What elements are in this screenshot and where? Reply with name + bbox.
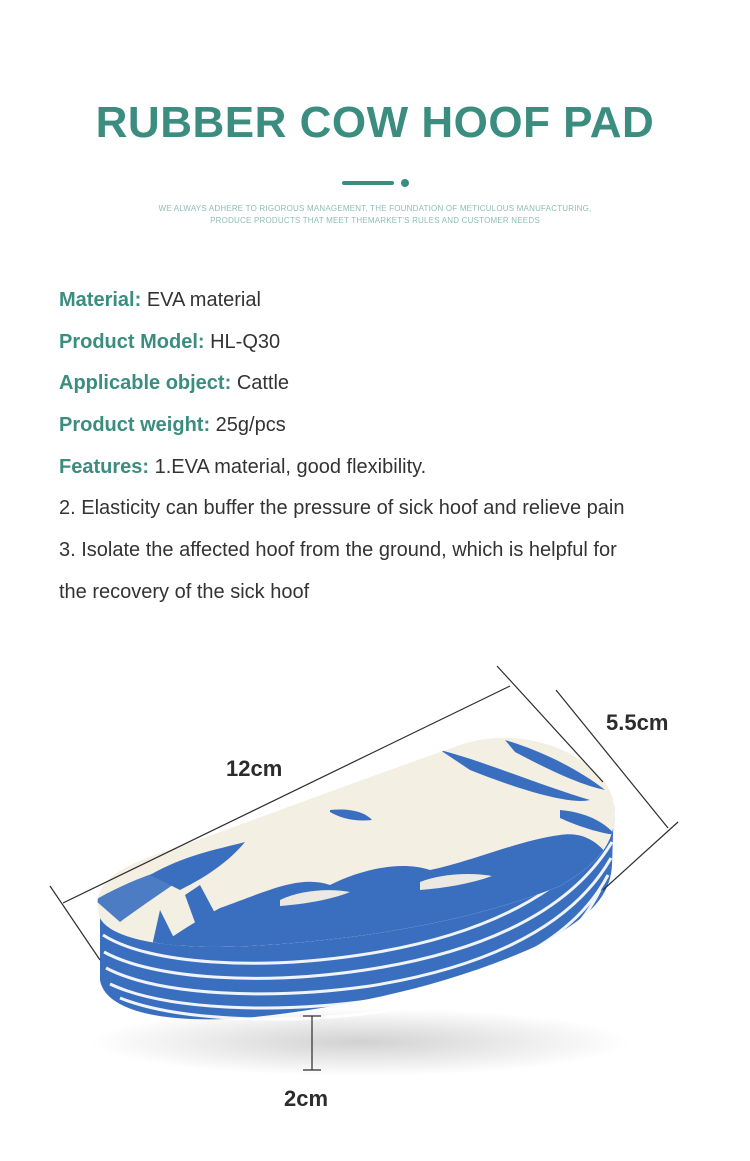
spec-feature-1: 1.EVA material, good flexibility. <box>154 455 427 478</box>
tagline-line-2: PRODUCE PRODUCTS THAT MEET THEMARKET'S RULES AND CUSTOMER NEEDS <box>210 216 540 225</box>
spec-object <box>59 363 719 405</box>
dimension-length-label: 12cm <box>226 756 283 781</box>
spec-model <box>59 322 719 364</box>
spec-feature-3a: 3. Isolate the affected hoof from the ground, which is helpful for <box>59 539 617 562</box>
page-title: RUBBER COW HOOF PAD <box>95 98 655 147</box>
width-tick-bottom <box>603 822 678 890</box>
spec-model-value: HL-Q30 <box>210 330 281 353</box>
dimension-width-label: 5.5cm <box>606 710 669 735</box>
divider-bar <box>342 181 394 185</box>
spec-object-value: Cattle <box>236 372 290 395</box>
spec-features-label: Features: <box>59 455 150 478</box>
tagline <box>0 203 750 227</box>
title-divider <box>342 179 412 187</box>
spec-list <box>59 280 719 614</box>
spec-weight <box>59 405 719 447</box>
spec-feature-3b: the recovery of the sick hoof <box>59 580 310 603</box>
spec-material-label: Material: <box>59 289 142 311</box>
tagline-line-1: WE ALWAYS ADHERE TO RIGOROUS MANAGEMENT, THE FOUNDATION OF METICULOUS MANUFACTURING, <box>158 204 592 213</box>
product-illustration <box>0 650 750 1130</box>
spec-weight-label: Product weight: <box>59 414 211 437</box>
spec-model-label: Product Model: <box>59 330 205 353</box>
pad-shadow <box>90 1008 630 1076</box>
spec-object-label: Applicable object: <box>59 372 232 395</box>
divider-dot <box>401 179 409 187</box>
dimension-height-label: 2cm <box>284 1086 329 1111</box>
spec-feature-2: 2. Elasticity can buffer the pressure of sick hoof and relieve pain <box>59 497 625 520</box>
spec-material <box>59 280 719 322</box>
spec-weight-value: 25g/pcs <box>215 414 286 437</box>
spec-material-value: EVA material <box>146 289 261 311</box>
spec-features <box>59 447 719 489</box>
